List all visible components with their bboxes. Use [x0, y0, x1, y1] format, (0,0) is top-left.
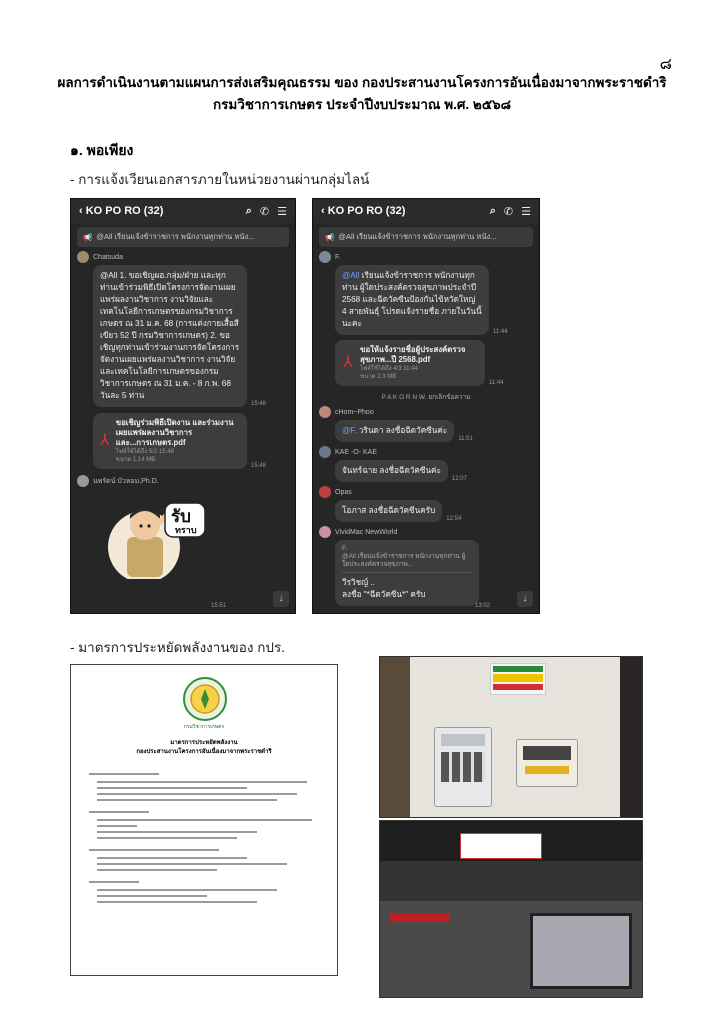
chat-message: @All 1. ขอเชิญผอ.กลุ่ม/ฝ่าย และทุกท่านเข้าร่วมพิธีเปิดโครงการจัดงานเผยแพร่ผลงานวิชาการ งานวิจัยและเทคโนโลยีการเกษตรของกรมวิชาการเกษตร ณ 31 ม.ค. 68 (การแต่งกายเสื้อสีเขียว 52 ปี กรมวิชาการเกษตร) 2. ขอเชิญทุกท่านเข้าร่วมงานการจัดโครงการจัดงานเผยแพร่ผลงานวิชาการ งานวิจัยและเทคโนโลยีการเกษตรของกรมวิชาการเกษตร ณ 31 ม.ค. - 8 ก.พ. 68 วันละ 5 ท่าน	[93, 265, 247, 407]
menu-icon[interactable]: ☰	[521, 205, 531, 218]
line-chat-screenshot-right	[312, 198, 540, 614]
sticker-text: ทราบ	[175, 525, 197, 535]
photo-light-switch-panel	[379, 656, 643, 818]
energy-saving-document-image	[70, 664, 338, 976]
megaphone-icon: 📢	[325, 232, 335, 242]
file-name: ขอให้แจ้งรายชื่อผู้ประสงค์ตรวจสุขภาพ...ปี 2568.pdf	[360, 345, 466, 364]
sticker-salute	[99, 489, 209, 579]
avatar	[77, 475, 89, 487]
back-icon[interactable]: ‹	[321, 205, 325, 217]
message-time: 15:51	[211, 603, 227, 609]
scroll-down-icon[interactable]: ↓	[517, 591, 533, 607]
message-time: 15:48	[251, 463, 267, 469]
search-icon[interactable]: ⌕	[245, 204, 252, 217]
reply-line1: วีรวิชญ์ ..	[342, 578, 375, 587]
document-title-line2: กรมวิชาการเกษตร ประจำปีงบประมาณ พ.ศ. ๒๕๖๘	[212, 97, 512, 112]
pdf-attachment[interactable]	[93, 413, 247, 469]
scroll-down-icon[interactable]: ↓	[273, 591, 289, 607]
message-time: 12:07	[451, 476, 467, 482]
avatar	[319, 446, 331, 458]
department-logo-icon	[181, 675, 229, 723]
sender-name: Opas	[335, 488, 352, 496]
message-time: 12:54	[446, 516, 462, 522]
message-sender	[319, 526, 533, 538]
chat-title: KO PO RO (32)	[327, 205, 406, 217]
avatar	[319, 486, 331, 498]
sender-name: cHom~Phoo	[335, 408, 374, 416]
pdf-icon: ⅄	[100, 432, 110, 449]
message-time: 13:02	[475, 603, 491, 609]
chat-message: จันทร์ฉาย ลงชื่อฉีดวัคซีนค่ะ	[335, 460, 448, 482]
chat-message: @F. วรินดา ลงชื่อฉีดวัคซีนค่ะ	[335, 420, 454, 442]
pdf-attachment[interactable]	[335, 340, 485, 386]
message-time: 11:44	[489, 380, 504, 386]
quoted-sender: F.	[342, 545, 348, 552]
chat-header	[71, 199, 295, 223]
search-icon[interactable]: ⌕	[489, 204, 496, 217]
file-name: ขอเชิญร่วมพิธีเปิดงาน และร่วมงานเผยแพร่ผลงานวิชาการ และ...การเกษตร.pdf	[115, 418, 234, 447]
logo-caption: กรมวิชาการเกษตร	[183, 724, 225, 730]
announcement-bar[interactable]	[77, 227, 289, 247]
menu-icon[interactable]: ☰	[277, 205, 287, 218]
file-expiry: ไฟล์ใช้ได้ถึง 5/2 15:48	[115, 449, 174, 455]
section-heading: ๑. พอเพียง	[70, 142, 134, 158]
bullet-line-chat: - การแจ้งเวียนเอกสารภายในหน่วยงานผ่านกลุ่มไลน์	[70, 172, 370, 187]
message-time: 11:44	[493, 329, 508, 335]
sticker-text: รับ	[171, 507, 191, 526]
chat-message: @All เรียนแจ้งข้าราชการ พนักงานทุกท่าน ผู้ใดประสงค์ตรวจสุขภาพประจำปี 2568 และฉีดวัคซีนป้องกันไข้หวัดใหญ่ 4 สายพันธุ์ โปรดแจ้งรายชื่อ ภายในวันนี้นะคะ	[335, 265, 489, 335]
sender-name: F.	[335, 253, 341, 261]
document-body-text-lines	[85, 769, 325, 965]
message-sender	[77, 251, 289, 263]
line-chat-screenshot-left	[70, 198, 296, 614]
mention[interactable]: @F.	[342, 426, 357, 435]
reply-line2: ลงชื่อ "*ฉีดวัคซีน*" ครับ	[342, 590, 426, 599]
back-icon[interactable]: ‹	[79, 205, 83, 217]
message-sender	[319, 251, 533, 263]
bullet-line-energy: - มาตรการประหยัดพลังงานของ กปร.	[70, 640, 285, 655]
megaphone-icon: 📢	[83, 232, 93, 242]
message-time: 15:48	[251, 401, 267, 407]
chat-message-reply	[335, 540, 479, 606]
quoted-message[interactable]	[342, 545, 472, 573]
pdf-icon: ⅄	[343, 354, 353, 371]
sender-name: Chatsuda	[93, 253, 123, 261]
file-size: ขนาด 1.14 MB	[115, 457, 156, 463]
avatar	[77, 251, 89, 263]
file-size: ขนาด 2.3 MB	[360, 374, 397, 380]
avatar	[319, 406, 331, 418]
chat-header	[313, 199, 539, 223]
avatar	[319, 251, 331, 263]
announcement-text: @All เรียนแจ้งข้าราชการ พนักงานทุกท่าน หนัง...	[338, 232, 497, 241]
announcement-text: @All เรียนแจ้งข้าราชการ พนักงานทุกท่าน หนัง...	[96, 232, 255, 241]
message-sender	[319, 446, 533, 458]
message-sender	[319, 406, 533, 418]
quoted-text: @All เรียนแจ้งข้าราชการ พนักงานทุกท่าน ผู้ใดประสงค์ตรวจสุขภาพ...	[342, 553, 466, 568]
sender-name: KAE -O- KAE	[335, 448, 378, 456]
announcement-bar[interactable]	[319, 227, 533, 247]
phone-icon[interactable]: ✆	[259, 205, 270, 218]
chat-message: โอภาส ลงชื่อฉีดวัคซีนครับ	[335, 500, 442, 522]
mention[interactable]: @All	[342, 271, 360, 280]
page-number: ๘	[659, 56, 672, 73]
doc-subheading: กองประสานงานโครงการอันเนื่องมาจากพระราชดำริ	[136, 749, 272, 755]
file-expiry: ไฟล์ใช้ได้ถึง 4/3 11:44	[360, 366, 418, 372]
chat-title: KO PO RO (32)	[85, 205, 164, 217]
message-sender	[319, 486, 533, 498]
doc-heading: มาตรการประหยัดพลังงาน	[170, 740, 238, 746]
document-title-line1: ผลการดำเนินงานตามแผนการส่งเสริมคุณธรรม ของ กองประสานงานโครงการอันเนื่องมาจากพระราชดำริ	[57, 75, 667, 90]
message-time: 11:51	[458, 436, 473, 442]
sender-name: VividMac NewWorld	[335, 528, 398, 536]
photo-copier-machine	[379, 820, 643, 998]
system-message: P A K O R N W. ยกเลิกข้อความ	[381, 394, 471, 401]
sender-name: นพรัตน์ บัวหอม,Ph.D.	[93, 477, 159, 485]
message-sender	[77, 475, 289, 487]
avatar	[319, 526, 331, 538]
phone-icon[interactable]: ✆	[503, 205, 514, 218]
